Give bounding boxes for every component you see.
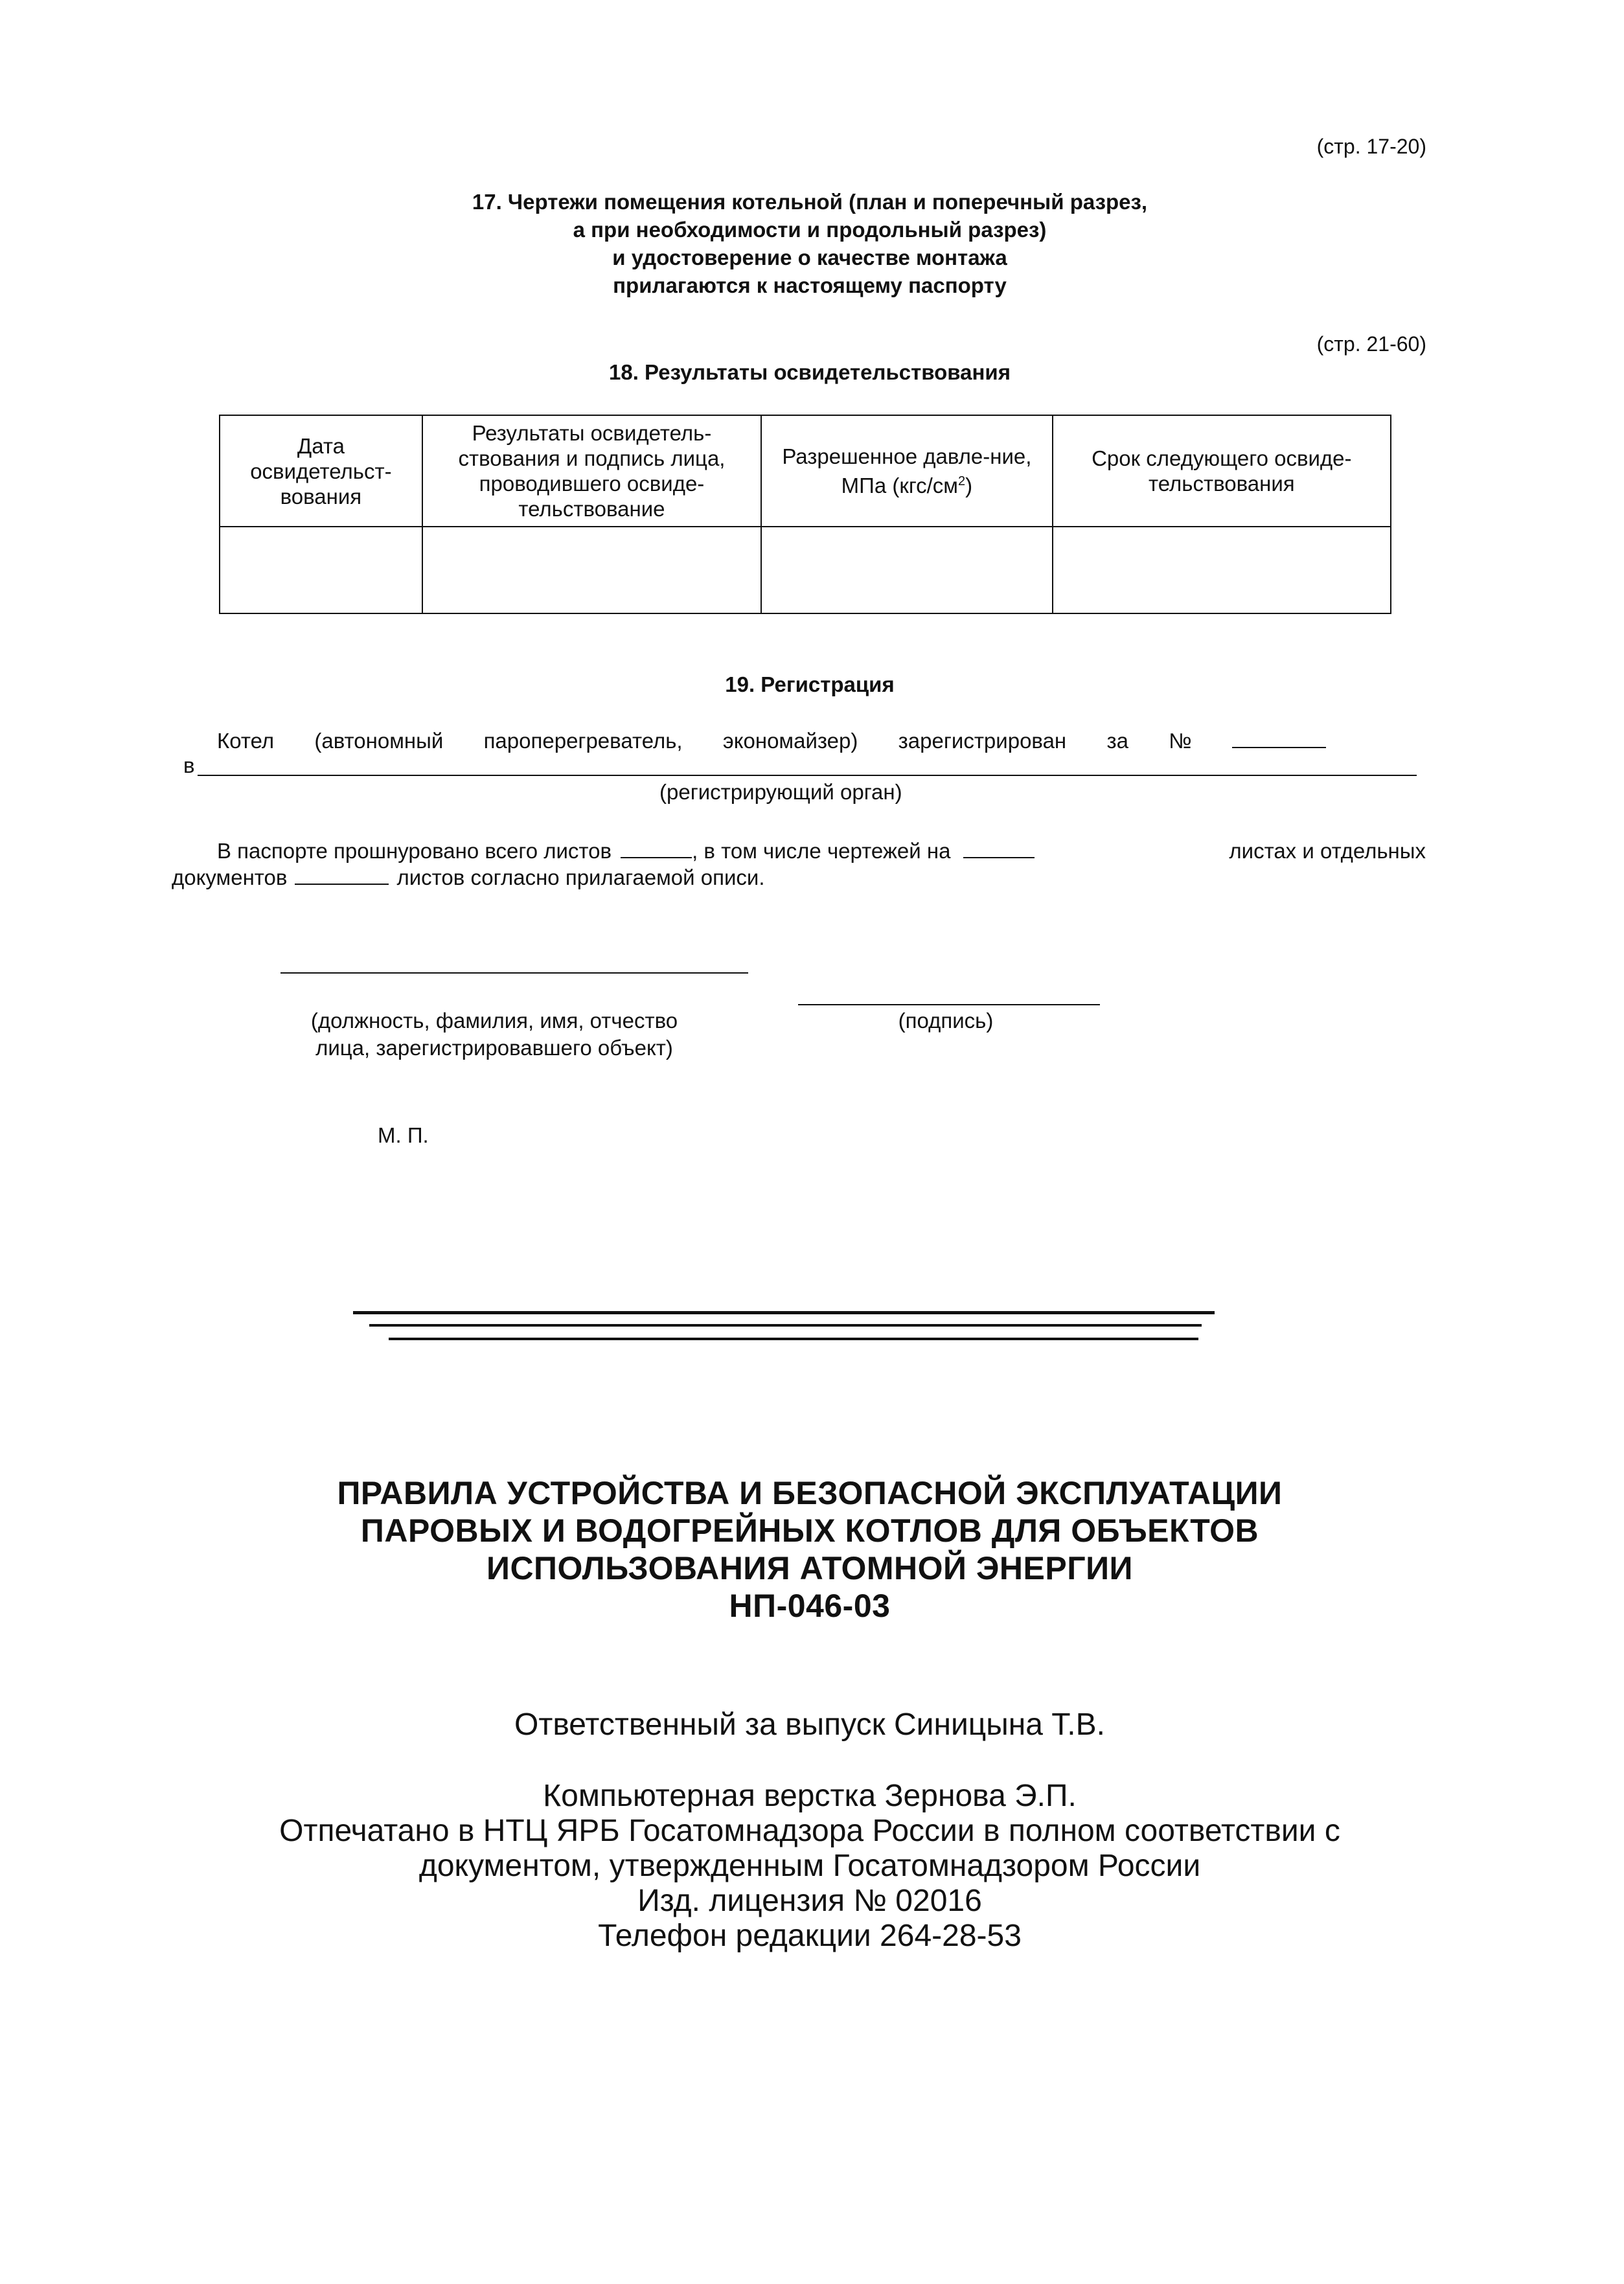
- sheets-text: документов: [172, 865, 288, 889]
- documents-sheets-field[interactable]: [295, 864, 389, 885]
- reg-word: экономайзер): [722, 729, 858, 753]
- reg-word: зарегистрирован: [898, 729, 1067, 753]
- page-reference-21-60: (стр. 21-60): [1316, 332, 1426, 356]
- reg-word: пароперегреватель,: [483, 729, 683, 753]
- table-cell[interactable]: [422, 527, 761, 613]
- responsible-person: Ответственный за выпуск Синицына Т.В.: [514, 1707, 1105, 1742]
- stamp-place: М. П.: [378, 1123, 429, 1147]
- header-pressure-suffix: ): [965, 474, 973, 497]
- document-title: [162, 1474, 1458, 1625]
- inspection-results-table: [219, 415, 1391, 614]
- section-17-line: а при необходимости и продольный разрез): [573, 218, 1047, 242]
- document-title-line: ИСПОЛЬЗОВАНИЯ АТОМНОЙ ЭНЕРГИИ: [486, 1550, 1133, 1586]
- table-cell[interactable]: [761, 527, 1052, 613]
- imprint-line: Компьютерная верстка Зернова Э.П.: [543, 1779, 1077, 1813]
- header-next-date: Срок следующего освиде-тельствования: [1053, 415, 1391, 527]
- in-prefix: в: [183, 753, 195, 777]
- section-19-title: 19. Регистрация: [725, 672, 895, 696]
- separator-line: [353, 1311, 1215, 1314]
- imprint-line: Изд. лицензия № 02016: [637, 1884, 982, 1918]
- sheets-line-2: [172, 864, 765, 891]
- signature-caption: (подпись): [898, 1009, 994, 1033]
- separator-line: [369, 1324, 1202, 1327]
- sheets-text: , в том числе чертежей на: [692, 839, 951, 863]
- sheets-text: В паспорте прошнуровано всего листов: [217, 839, 612, 863]
- drawing-sheets-field[interactable]: [963, 838, 1035, 858]
- sheets-text: листах и отдельных: [1229, 839, 1426, 863]
- document-title-code: НП-046-03: [729, 1588, 891, 1624]
- table-header-row: [220, 415, 1391, 527]
- section-17-line: прилагаются к настоящему паспорту: [613, 273, 1007, 297]
- table-row: [220, 527, 1391, 613]
- total-sheets-field[interactable]: [621, 838, 692, 858]
- section-17-line: 17. Чертежи помещения котельной (план и поперечный разрез,: [472, 190, 1148, 214]
- imprint-line: Отпечатано в НТЦ ЯРБ Госатомнадзора России в полном соответствии с: [279, 1814, 1340, 1848]
- section-17-line: и удостоверение о качестве монтажа: [612, 246, 1007, 269]
- sheets-line-1: [217, 838, 1426, 864]
- table-cell[interactable]: [220, 527, 422, 613]
- header-date: Дата освидетельст-вования: [220, 415, 422, 527]
- imprint-line: документом, утвержденным Госатомнадзором России: [418, 1849, 1201, 1883]
- imprint-line: Телефон редакции 264-28-53: [598, 1919, 1022, 1953]
- header-pressure-text: Разрешенное давле-ние, МПа (кгс/см: [782, 444, 1032, 497]
- reg-word: (автономный: [314, 729, 444, 753]
- separator-line: [389, 1338, 1198, 1340]
- document-title-line: ПРАВИЛА УСТРОЙСТВА И БЕЗОПАСНОЙ ЭКСПЛУАТАЦИИ: [337, 1475, 1283, 1511]
- page-reference-17-20: (стр. 17-20): [1316, 135, 1426, 158]
- registering-authority-caption: (регистрирующий орган): [659, 780, 902, 804]
- header-pressure: [761, 415, 1052, 527]
- layout-credit: [162, 1779, 1458, 1954]
- position-caption: [264, 1007, 724, 1062]
- signature-field[interactable]: [798, 1004, 1100, 1005]
- table-cell[interactable]: [1053, 527, 1391, 613]
- header-pressure-sup: 2: [957, 474, 966, 488]
- registration-number-field[interactable]: [1232, 727, 1326, 748]
- header-results: Результаты освидетель-ствования и подпись лица, проводившего освиде-тельствование: [422, 415, 761, 527]
- reg-word: за: [1106, 729, 1128, 753]
- reg-word: Котел: [217, 729, 275, 753]
- registration-line: [217, 727, 1326, 754]
- position-caption-line: (должность, фамилия, имя, отчество: [310, 1009, 678, 1033]
- registering-authority-field[interactable]: [198, 775, 1417, 776]
- reg-word: №: [1169, 729, 1192, 753]
- position-caption-line: лица, зарегистрировавшего объект): [315, 1036, 673, 1060]
- position-name-field[interactable]: [280, 972, 748, 974]
- section-18-title: 18. Результаты освидетельствования: [609, 360, 1011, 384]
- document-title-line: ПАРОВЫХ И ВОДОГРЕЙНЫХ КОТЛОВ ДЛЯ ОБЪЕКТОВ: [360, 1513, 1259, 1549]
- section-17-heading: [272, 188, 1347, 299]
- sheets-text: листов согласно прилагаемой описи.: [396, 865, 765, 889]
